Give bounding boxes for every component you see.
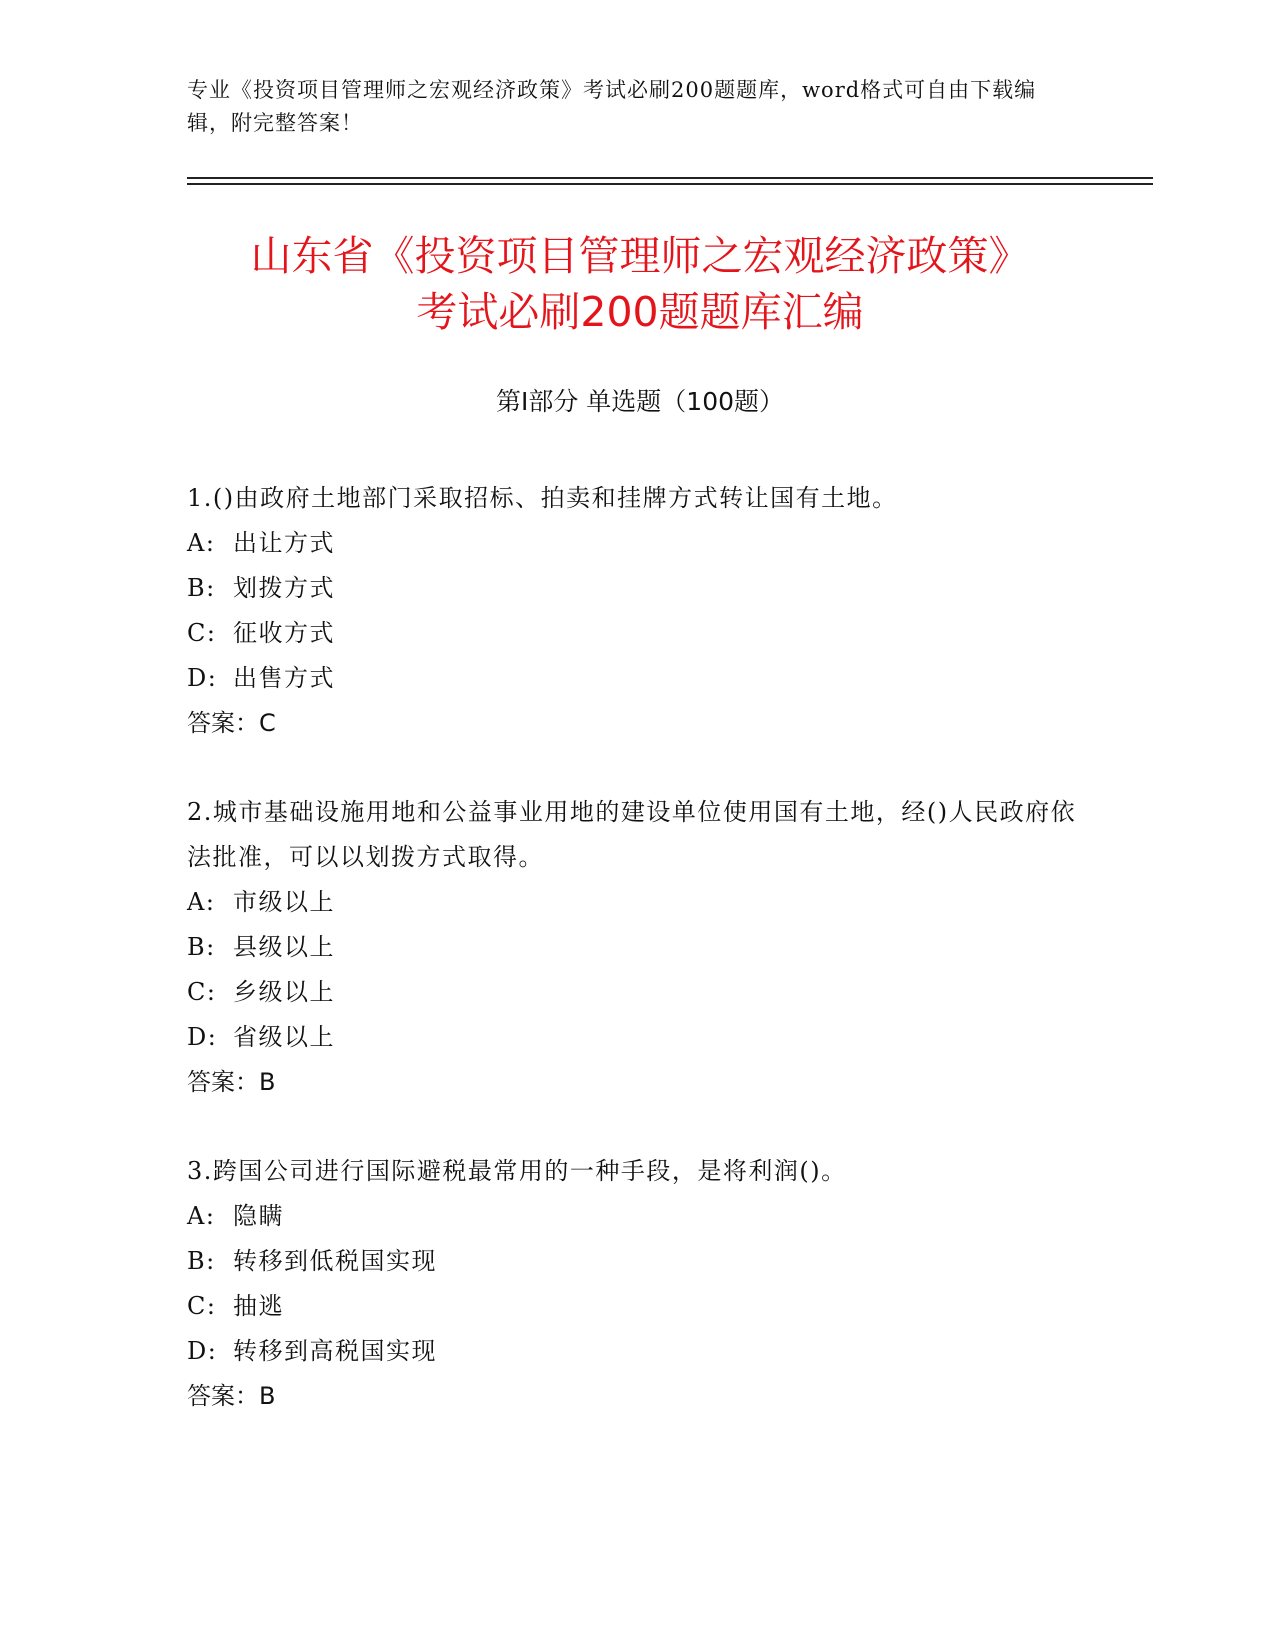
section-title: 第Ⅰ部分 单选题（100题）: [495, 387, 785, 416]
option-a: [187, 521, 1087, 566]
option-letter: D:: [187, 1023, 218, 1051]
header-note: 专业《投资项目管理师之宏观经济政策》考试必刷200题题库，word格式可自由下载编辑，附完整答案！: [187, 78, 1037, 135]
option-text: 出售方式: [233, 664, 335, 692]
option-c: [187, 970, 1087, 1015]
option-d: [187, 1015, 1087, 1060]
option-letter: A:: [187, 529, 216, 557]
answer: 答案：B: [187, 1068, 276, 1096]
option-a: [187, 1194, 1087, 1239]
option-letter: C:: [187, 1292, 217, 1320]
option-text: 县级以上: [233, 933, 335, 961]
option-letter: B:: [187, 1247, 216, 1275]
option-text: 转移到高税国实现: [233, 1337, 437, 1365]
option-b: [187, 566, 1087, 611]
option-b: [187, 1239, 1087, 1284]
option-letter: D:: [187, 1337, 218, 1365]
option-text: 划拨方式: [233, 574, 335, 602]
option-text: 出让方式: [233, 529, 335, 557]
option-text: 市级以上: [233, 888, 335, 916]
option-d: [187, 1329, 1087, 1374]
option-letter: C:: [187, 619, 217, 647]
option-letter: B:: [187, 574, 216, 602]
question-list: [187, 476, 1087, 1463]
option-text: 隐瞒: [233, 1202, 284, 1230]
option-a: [187, 880, 1087, 925]
option-c: [187, 611, 1087, 656]
option-b: [187, 925, 1087, 970]
header-divider-top: [187, 177, 1153, 179]
document-title-line-1: 山东省《投资项目管理师之宏观经济政策》: [250, 232, 1030, 280]
document-title-line-2: 考试必刷200题题库汇编: [416, 288, 864, 336]
option-c: [187, 1284, 1087, 1329]
option-text: 乡级以上: [233, 978, 335, 1006]
answer: 答案：C: [187, 709, 276, 737]
option-text: 征收方式: [233, 619, 335, 647]
question-stem: 3.跨国公司进行国际避税最常用的一种手段，是将利润()。: [187, 1157, 847, 1185]
option-d: [187, 656, 1087, 701]
question-2: [187, 790, 1087, 1105]
option-text: 省级以上: [233, 1023, 335, 1051]
question-stem: 2.城市基础设施用地和公益事业用地的建设单位使用国有土地，经()人民政府依法批准，可以以划拨方式取得。: [187, 798, 1077, 871]
header-divider-bottom: [187, 183, 1153, 185]
option-letter: C:: [187, 978, 217, 1006]
question-stem: 1.()由政府土地部门采取招标、拍卖和挂牌方式转让国有土地。: [187, 484, 898, 512]
option-letter: B:: [187, 933, 216, 961]
question-1: [187, 476, 1087, 746]
option-letter: A:: [187, 1202, 216, 1230]
option-text: 抽逃: [233, 1292, 284, 1320]
option-letter: A:: [187, 888, 216, 916]
option-letter: D:: [187, 664, 218, 692]
question-3: [187, 1149, 1087, 1419]
answer: 答案：B: [187, 1382, 276, 1410]
option-text: 转移到低税国实现: [233, 1247, 437, 1275]
document-title: [187, 228, 1093, 340]
